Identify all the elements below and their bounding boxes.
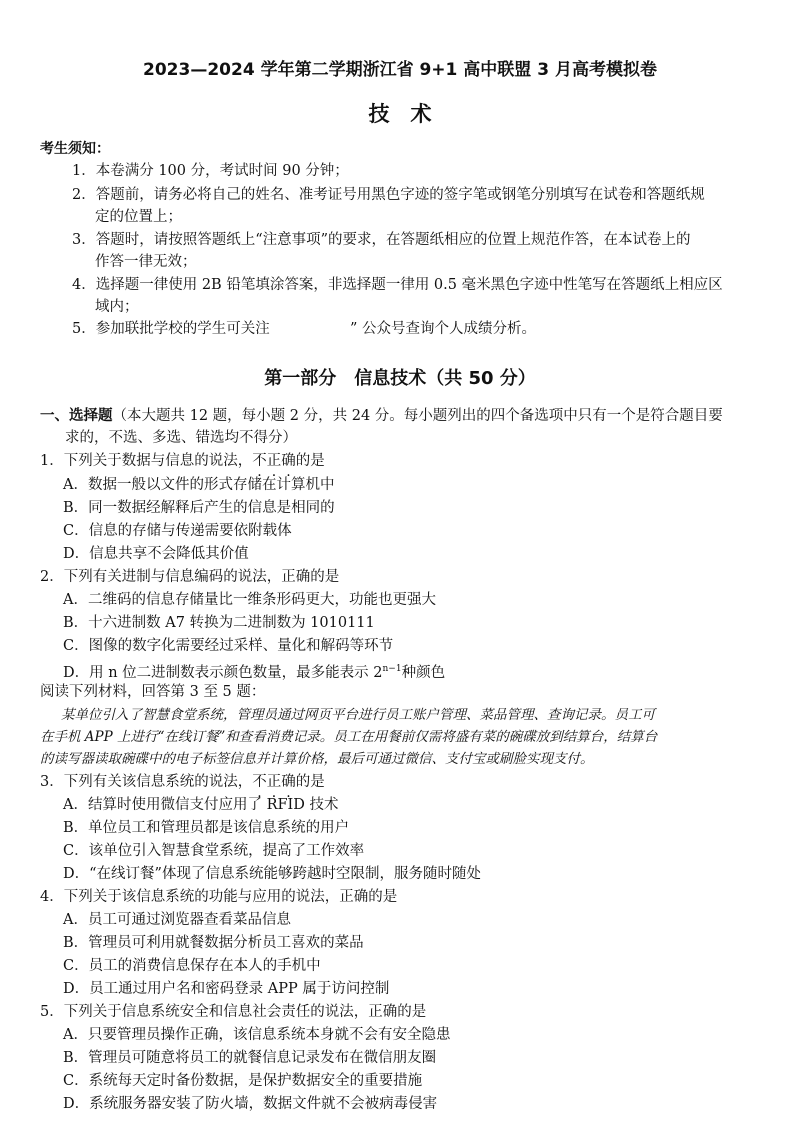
notice-heading: 考生须知： xyxy=(40,141,110,157)
q5-option-b: B．管理员可随意将员工的就餐信息记录发布在微信朋友圈 xyxy=(63,1050,437,1066)
notice-item-4: 4．选择题一律使用 2B 铅笔填涂答案，非选择题一律用 0.5 毫米黑色字迹中性笔写在答题纸上相应区 xyxy=(72,277,723,293)
exam-title: 2023—2024 学年第二学期浙江省 9+1 高中联盟 3 月高考模拟卷 xyxy=(143,60,657,80)
part1-title: 第一部分 信息技术（共 50 分） xyxy=(264,368,536,389)
subject-title: 技 术 xyxy=(368,102,432,126)
notice-item-3-cont: 作答一律无效； xyxy=(95,254,197,270)
q4-option-d: D．员工通过用户名和密码登录 APP 属于访问控制 xyxy=(63,981,390,997)
q3-option-c: C．该单位引入智慧食堂系统，提高了工作效率 xyxy=(63,843,365,859)
q2-option-d-exponent: n−1 xyxy=(382,664,402,674)
q3-stem xyxy=(40,772,325,792)
q5-option-d: D．系统服务器安装了防火墙，数据文件就不会被病毒侵害 xyxy=(63,1096,438,1112)
q5-option-a: A．只要管理员操作正确，该信息系统本身就不会有安全隐患 xyxy=(63,1027,451,1043)
q1-stem xyxy=(40,451,325,471)
q2-stem: 2．下列有关进制与信息编码的说法，正确的是 xyxy=(40,569,340,585)
notice-item-5: 5．参加联批学校的学生可关注 xyxy=(72,321,270,337)
q3-stem-b: 的是 xyxy=(295,774,325,790)
notice-item-3: 3．答题时，请按照答题纸上“注意事项”的要求，在答题纸相应的位置上规范作答，在本试卷上的 xyxy=(72,232,691,248)
section-desc-cont: 求的，不选、多选、错选均不得分） xyxy=(65,430,297,446)
q2-option-d-text: D．用 n 位二进制数表示颜色数量，最多能表示 2 xyxy=(63,664,383,681)
q3-stem-a: 3．下列有关该信息系统的说法， xyxy=(40,774,253,790)
q3-option-b: B．单位员工和管理员都是该信息系统的用户 xyxy=(63,820,350,836)
notice-item-2: 2．答题前，请务必将自己的姓名、准考证号用黑色字迹的签字笔或钢笔分别填写在试卷和答题纸规 xyxy=(72,187,705,203)
q2-option-d xyxy=(63,659,445,683)
q2-option-d-tail: 种颜色 xyxy=(401,664,446,681)
q1-stem-b: 的是 xyxy=(295,453,325,469)
q1-option-d: D．信息共享不会降低其价值 xyxy=(63,546,249,562)
q1-stem-a: 1．下列关于数据与信息的说法， xyxy=(40,453,253,469)
q1-option-b: B．同一数据经解释后产生的信息是相同的 xyxy=(63,500,335,516)
q4-option-b: B．管理员可利用就餐数据分析员工喜欢的菜品 xyxy=(63,935,364,951)
reading-passage-2: 在手机 APP 上进行“在线订餐”和查看消费记录。员工在用餐前仅需将盛有菜的碗碟放到结算台，结算台 xyxy=(40,729,658,745)
notice-item-1: 1．本卷满分 100 分，考试时间 90 分钟； xyxy=(72,163,349,179)
q2-option-a: A．二维码的信息存储量比一维条形码更大，功能也更强大 xyxy=(63,592,436,608)
notice-item-2-cont: 定的位置上； xyxy=(95,209,182,225)
q4-option-a: A．员工可通过浏览器查看菜品信息 xyxy=(63,912,291,928)
emphasis-char: 正 xyxy=(266,453,282,469)
q3-stem-neg xyxy=(252,774,296,790)
section-desc: （本大题共 12 题，每小题 2 分，共 24 分。每小题列出的四个备选项中只有一个是符合题目要 xyxy=(112,408,723,424)
emphasis-char: 正 xyxy=(266,774,282,790)
section-header xyxy=(40,406,723,426)
emphasis-char: 不 xyxy=(252,774,267,790)
q1-option-c: C．信息的存储与传递需要依附载体 xyxy=(63,523,292,539)
q5-option-c: C．系统每天定时备份数据，是保护数据安全的重要措施 xyxy=(63,1073,423,1089)
emphasis-char: 不 xyxy=(252,453,267,469)
q1-option-a: A．数据一般以文件的形式存储在计算机中 xyxy=(63,477,335,493)
notice-item-5-tail: ” 公众号查询个人成绩分析。 xyxy=(350,321,537,337)
q4-option-c: C．员工的消费信息保存在本人的手机中 xyxy=(63,958,321,974)
reading-passage-1: 某单位引入了智慧食堂系统，管理员通过网页平台进行员工账户管理、菜品管理、查询记录。员工可 xyxy=(61,707,655,723)
reading-passage-3: 的读写器读取碗碟中的电子标签信息并计算价格，最后可通过微信、支付宝或刷脸实现支付。 xyxy=(40,751,594,767)
reading-intro: 阅读下列材料，回答第 3 至 5 题： xyxy=(40,684,266,700)
emphasis-char: 确 xyxy=(281,453,296,469)
q4-stem: 4．下列关于该信息系统的功能与应用的说法，正确的是 xyxy=(40,889,398,905)
q3-option-a: A．结算时使用微信支付应用了 RFID 技术 xyxy=(63,797,339,813)
q3-option-d: D．“在线订餐”体现了信息系统能够跨越时空限制，服务随时随处 xyxy=(63,866,481,882)
q1-stem-neg xyxy=(252,453,296,469)
emphasis-char: 确 xyxy=(281,774,296,790)
q5-stem: 5．下列关于信息系统安全和信息社会责任的说法，正确的是 xyxy=(40,1004,427,1020)
q2-option-b: B．十六进制数 A7 转换为二进制数为 1010111 xyxy=(63,615,375,631)
q2-option-c: C．图像的数字化需要经过采样、量化和解码等环节 xyxy=(63,638,394,654)
notice-item-4-cont: 域内； xyxy=(95,299,139,315)
section-label: 一、选择题 xyxy=(40,408,113,424)
